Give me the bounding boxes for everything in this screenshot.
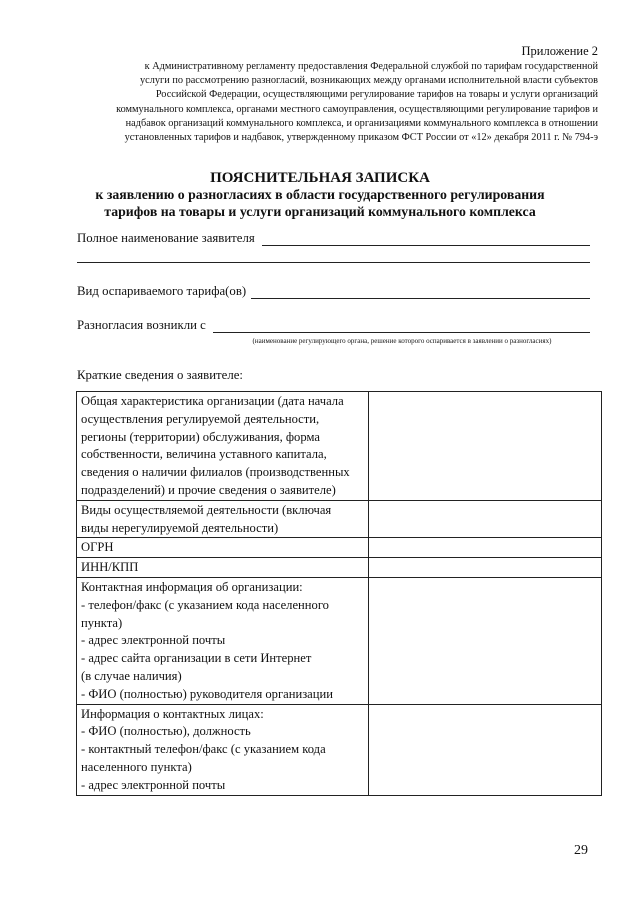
row-label-line: (в случае наличия): [81, 668, 182, 683]
appendix-ref-line: коммунального комплекса, органами местного самоуправления, осуществляющими регулирование тарифов и: [116, 103, 598, 115]
row-label-line: собственности, величина уставного капитала,: [81, 447, 327, 462]
row-label-line: Общая характеристика организации (дата начала: [81, 394, 344, 408]
table-row: [77, 577, 602, 704]
disagreement-line[interactable]: [213, 332, 590, 333]
row-label-line: виды нерегулируемой деятельности): [81, 520, 279, 535]
row-label-line: населенного пункта): [81, 759, 192, 774]
appendix-ref-line: установленных тарифов и надбавок, утвержденному приказом ФСТ России от «12» декабря 2011 г. № 794-э: [124, 132, 598, 144]
row-value-cell[interactable]: [369, 500, 602, 538]
row-label-line: - адрес электронной почты: [81, 777, 226, 792]
appendix-reference: [38, 60, 598, 145]
document-subtitle: [40, 186, 600, 220]
row-label-line: - ФИО (полностью), должность: [81, 724, 251, 739]
disagreement-label: Разногласия возникли с: [77, 318, 206, 332]
applicant-name-line[interactable]: [262, 245, 590, 246]
row-value-cell[interactable]: [369, 538, 602, 558]
appendix-ref-line: надбавок организаций коммунального комплекса, и организациями коммунального комплекса в отношении: [125, 117, 598, 129]
appendix-ref-line: Российской Федерации, осуществляющими регулирование тарифов на товары и услуги организаций: [155, 89, 598, 101]
row-label: [77, 558, 369, 578]
row-value-cell[interactable]: [369, 392, 602, 501]
table-row: [77, 500, 602, 538]
row-label-line: подразделений) и прочие сведения о заявителе): [81, 482, 336, 497]
row-value-cell[interactable]: [369, 577, 602, 704]
document-title: ПОЯСНИТЕЛЬНАЯ ЗАПИСКА: [210, 170, 430, 186]
row-label-line: - адрес сайта организации в сети Интернет: [81, 651, 312, 666]
row-label-line: - адрес электронной почты: [81, 633, 226, 648]
subtitle-line: к заявлению о разногласиях в области государственного регулирования: [95, 187, 545, 202]
row-label-line: регионы (территории) обслуживания, форма: [81, 429, 320, 444]
applicant-info-table: [76, 391, 602, 796]
row-label-line: - ФИО (полностью) руководителя организации: [81, 686, 333, 701]
row-label-line: - контактный телефон/факс (с указанием кода: [81, 742, 326, 757]
applicant-name-line-2[interactable]: [77, 262, 590, 263]
table-row: [77, 392, 602, 501]
row-label-line: ОГРН: [81, 540, 114, 555]
row-label-line: Информация о контактных лицах:: [81, 706, 264, 721]
row-label: [77, 500, 369, 538]
table-row: [77, 704, 602, 795]
row-label-line: пункта): [81, 615, 123, 630]
row-label: [77, 392, 369, 501]
appendix-ref-line: услуги по рассмотрению разногласий, возникающих между органами исполнительной власти субъектов: [140, 75, 598, 87]
row-label-line: осуществления регулируемой деятельности,: [81, 411, 320, 426]
tariff-type-line[interactable]: [251, 298, 590, 299]
brief-info-label: Краткие сведения о заявителе:: [77, 368, 243, 382]
row-value-cell[interactable]: [369, 558, 602, 578]
tariff-type-label: Вид оспариваемого тарифа(ов): [77, 284, 247, 298]
applicant-name-label: Полное наименование заявителя: [77, 231, 255, 245]
row-label-line: Контактная информация об организации:: [81, 579, 303, 594]
subtitle-line: тарифов на товары и услуги организаций коммунального комплекса: [104, 204, 536, 219]
row-label-line: Виды осуществляемой деятельности (включая: [81, 502, 332, 517]
table-row: [77, 558, 602, 578]
appendix-ref-line: к Административному регламенту предоставления Федеральной службой по тарифам государственной: [144, 61, 598, 72]
row-label-line: сведения о наличии филиалов (производственных: [81, 465, 350, 480]
page-number: 29: [574, 843, 588, 858]
appendix-title: Приложение 2: [521, 44, 598, 58]
row-label: [77, 577, 369, 704]
row-value-cell[interactable]: [369, 704, 602, 795]
table-row: [77, 538, 602, 558]
row-label-line: ИНН/КПП: [81, 560, 139, 575]
row-label: [77, 538, 369, 558]
row-label-line: - телефон/факс (с указанием кода населенного: [81, 597, 329, 612]
disagreement-hint: (наименование регулирующего органа, решение которого оспаривается в заявлении о разногласиях): [252, 337, 552, 345]
row-label: [77, 704, 369, 795]
